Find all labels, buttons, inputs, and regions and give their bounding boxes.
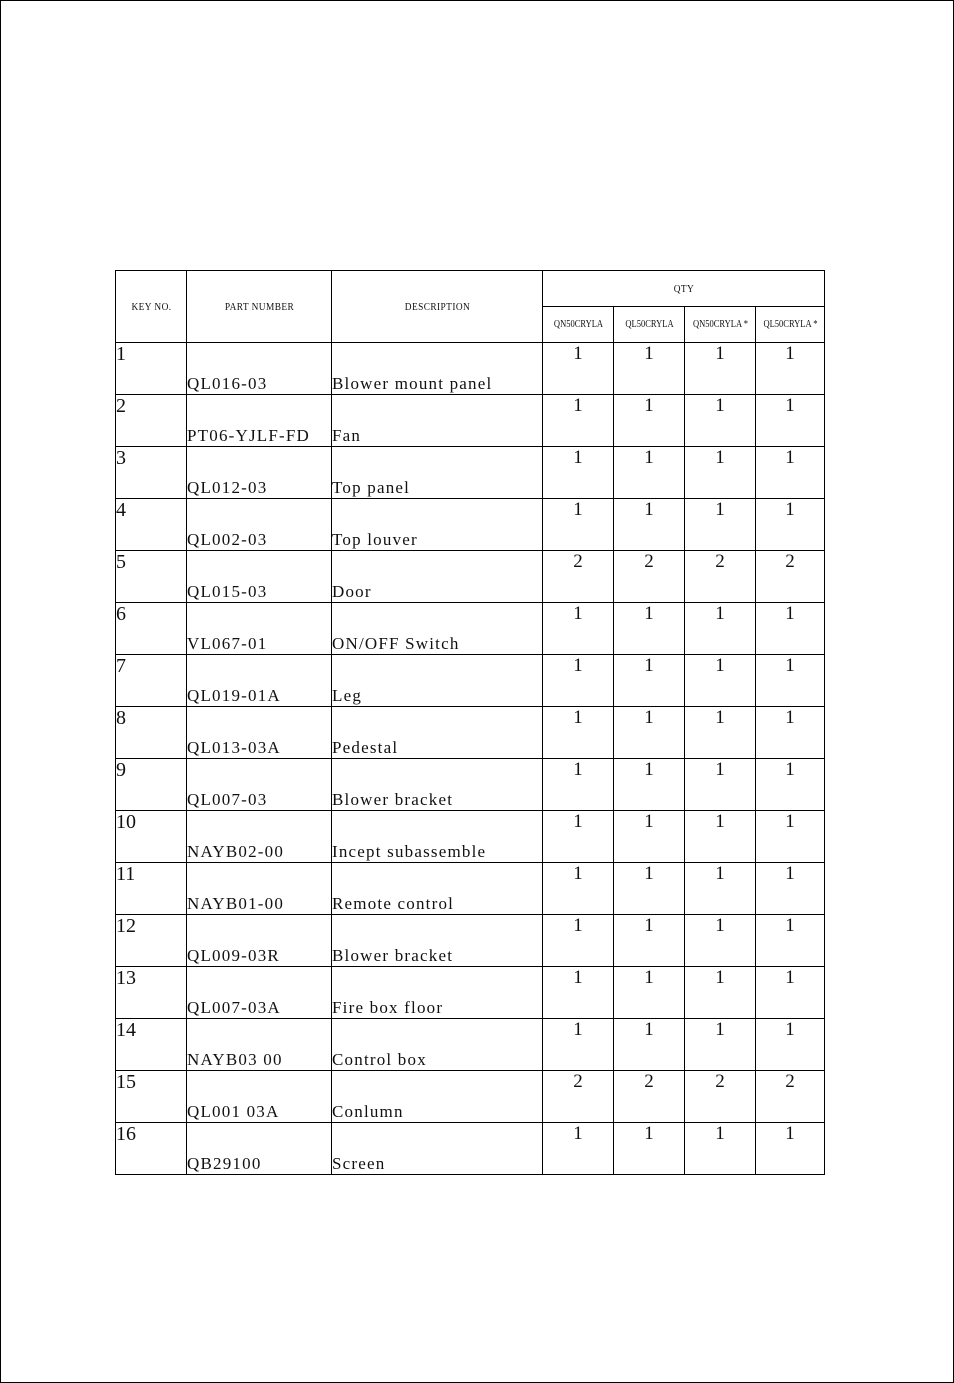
part-number-cell: PT06-YJLF-FD xyxy=(187,395,332,447)
qty-cell: 1 xyxy=(685,395,756,447)
key-no-cell: 16 xyxy=(116,1123,187,1175)
qty-cell: 1 xyxy=(543,759,614,811)
qty-cell: 1 xyxy=(614,499,685,551)
table-row xyxy=(116,1071,825,1123)
qty-cell: 1 xyxy=(543,707,614,759)
table-row xyxy=(116,551,825,603)
qty-cell: 1 xyxy=(756,1123,825,1175)
qty-cell: 1 xyxy=(756,759,825,811)
table-row xyxy=(116,915,825,967)
qty-cell: 1 xyxy=(685,343,756,395)
part-number-cell: QL013-03A xyxy=(187,707,332,759)
qty-cell: 1 xyxy=(543,447,614,499)
key-no-cell: 5 xyxy=(116,551,187,603)
table-row xyxy=(116,707,825,759)
qty-cell: 1 xyxy=(756,915,825,967)
qty-cell: 1 xyxy=(756,343,825,395)
description-cell: Pedestal xyxy=(332,707,543,759)
qty-cell: 1 xyxy=(685,811,756,863)
part-number-cell: NAYB01-00 xyxy=(187,863,332,915)
key-no-cell: 4 xyxy=(116,499,187,551)
key-no-cell: 1 xyxy=(116,343,187,395)
description-cell: Screen xyxy=(332,1123,543,1175)
part-number-cell: QL016-03 xyxy=(187,343,332,395)
qty-cell: 1 xyxy=(614,395,685,447)
description-cell: Fan xyxy=(332,395,543,447)
qty-cell: 1 xyxy=(543,863,614,915)
qty-cell: 1 xyxy=(685,603,756,655)
header-part-number: PART NUMBER xyxy=(197,271,320,343)
table-row xyxy=(116,1123,825,1175)
qty-cell: 1 xyxy=(685,759,756,811)
part-number-cell: QL001 03A xyxy=(187,1071,332,1123)
qty-cell: 1 xyxy=(685,447,756,499)
key-no-cell: 10 xyxy=(116,811,187,863)
key-no-cell: 11 xyxy=(116,863,187,915)
qty-cell: 1 xyxy=(614,863,685,915)
key-no-cell: 8 xyxy=(116,707,187,759)
table-row xyxy=(116,603,825,655)
qty-cell: 1 xyxy=(685,655,756,707)
description-cell: Conlumn xyxy=(332,1071,543,1123)
table-row xyxy=(116,343,825,395)
description-cell: Incept subassemble xyxy=(332,811,543,863)
part-number-cell: QB29100 xyxy=(187,1123,332,1175)
description-cell: Top panel xyxy=(332,447,543,499)
qty-cell: 1 xyxy=(685,1123,756,1175)
qty-cell: 2 xyxy=(614,1071,685,1123)
qty-cell: 1 xyxy=(614,707,685,759)
qty-cell: 1 xyxy=(756,499,825,551)
table-row xyxy=(116,447,825,499)
description-cell: Blower bracket xyxy=(332,759,543,811)
key-no-cell: 9 xyxy=(116,759,187,811)
table-row xyxy=(116,1019,825,1071)
qty-cell: 1 xyxy=(614,759,685,811)
qty-cell: 1 xyxy=(614,655,685,707)
part-number-cell: QL002-03 xyxy=(187,499,332,551)
key-no-cell: 15 xyxy=(116,1071,187,1123)
qty-cell: 1 xyxy=(756,1019,825,1071)
qty-cell: 1 xyxy=(543,655,614,707)
part-number-cell: VL067-01 xyxy=(187,603,332,655)
qty-cell: 1 xyxy=(543,343,614,395)
qty-cell: 2 xyxy=(685,551,756,603)
qty-cell: 1 xyxy=(614,967,685,1019)
description-cell: Remote control xyxy=(332,863,543,915)
qty-cell: 2 xyxy=(543,551,614,603)
qty-cell: 2 xyxy=(685,1071,756,1123)
table-body xyxy=(116,343,825,1175)
table-row xyxy=(116,967,825,1019)
qty-cell: 1 xyxy=(543,811,614,863)
part-number-cell: QL015-03 xyxy=(187,551,332,603)
qty-cell: 1 xyxy=(685,863,756,915)
qty-cell: 1 xyxy=(756,603,825,655)
qty-cell: 1 xyxy=(614,603,685,655)
header-key-no: KEY NO. xyxy=(121,271,181,343)
qty-cell: 1 xyxy=(756,655,825,707)
qty-cell: 1 xyxy=(543,1123,614,1175)
key-no-cell: 2 xyxy=(116,395,187,447)
key-no-cell: 14 xyxy=(116,1019,187,1071)
key-no-cell: 13 xyxy=(116,967,187,1019)
qty-cell: 2 xyxy=(614,551,685,603)
part-number-cell: NAYB02-00 xyxy=(187,811,332,863)
parts-list-table xyxy=(115,270,825,1175)
table-row xyxy=(116,759,825,811)
qty-cell: 1 xyxy=(543,915,614,967)
qty-cell: 2 xyxy=(756,551,825,603)
table-header xyxy=(116,271,825,343)
qty-cell: 1 xyxy=(756,967,825,1019)
qty-cell: 1 xyxy=(685,967,756,1019)
header-model-4: QL50CRYLA * xyxy=(761,307,820,343)
qty-cell: 1 xyxy=(685,1019,756,1071)
description-cell: Leg xyxy=(332,655,543,707)
qty-cell: 1 xyxy=(543,967,614,1019)
description-cell: Control box xyxy=(332,1019,543,1071)
header-qty: QTY xyxy=(564,271,804,307)
qty-cell: 1 xyxy=(614,1123,685,1175)
header-description: DESCRIPTION xyxy=(347,271,526,343)
table-row xyxy=(116,655,825,707)
part-number-cell: QL007-03 xyxy=(187,759,332,811)
table-row xyxy=(116,395,825,447)
header-model-3: QN50CRYLA * xyxy=(690,307,750,343)
part-number-cell: QL019-01A xyxy=(187,655,332,707)
description-cell: Door xyxy=(332,551,543,603)
description-cell: Blower mount panel xyxy=(332,343,543,395)
key-no-cell: 12 xyxy=(116,915,187,967)
key-no-cell: 6 xyxy=(116,603,187,655)
qty-cell: 2 xyxy=(756,1071,825,1123)
qty-cell: 1 xyxy=(756,447,825,499)
qty-cell: 1 xyxy=(543,499,614,551)
qty-cell: 1 xyxy=(756,707,825,759)
part-number-cell: QL012-03 xyxy=(187,447,332,499)
qty-cell: 1 xyxy=(543,395,614,447)
part-number-cell: QL009-03R xyxy=(187,915,332,967)
qty-cell: 1 xyxy=(614,1019,685,1071)
description-cell: Blower bracket xyxy=(332,915,543,967)
qty-cell: 1 xyxy=(543,603,614,655)
qty-cell: 1 xyxy=(543,1019,614,1071)
qty-cell: 1 xyxy=(614,915,685,967)
table-row xyxy=(116,499,825,551)
table-row xyxy=(116,863,825,915)
qty-cell: 1 xyxy=(614,811,685,863)
qty-cell: 1 xyxy=(685,707,756,759)
table-row xyxy=(116,811,825,863)
qty-cell: 1 xyxy=(685,915,756,967)
qty-cell: 1 xyxy=(756,811,825,863)
qty-cell: 1 xyxy=(756,395,825,447)
part-number-cell: QL007-03A xyxy=(187,967,332,1019)
part-number-cell: NAYB03 00 xyxy=(187,1019,332,1071)
header-model-2: QL50CRYLA xyxy=(619,307,679,343)
qty-cell: 1 xyxy=(614,343,685,395)
description-cell: ON/OFF Switch xyxy=(332,603,543,655)
qty-cell: 1 xyxy=(614,447,685,499)
qty-cell: 1 xyxy=(756,863,825,915)
header-model-1: QN50CRYLA xyxy=(548,307,608,343)
qty-cell: 1 xyxy=(685,499,756,551)
key-no-cell: 3 xyxy=(116,447,187,499)
description-cell: Fire box floor xyxy=(332,967,543,1019)
description-cell: Top louver xyxy=(332,499,543,551)
qty-cell: 2 xyxy=(543,1071,614,1123)
key-no-cell: 7 xyxy=(116,655,187,707)
